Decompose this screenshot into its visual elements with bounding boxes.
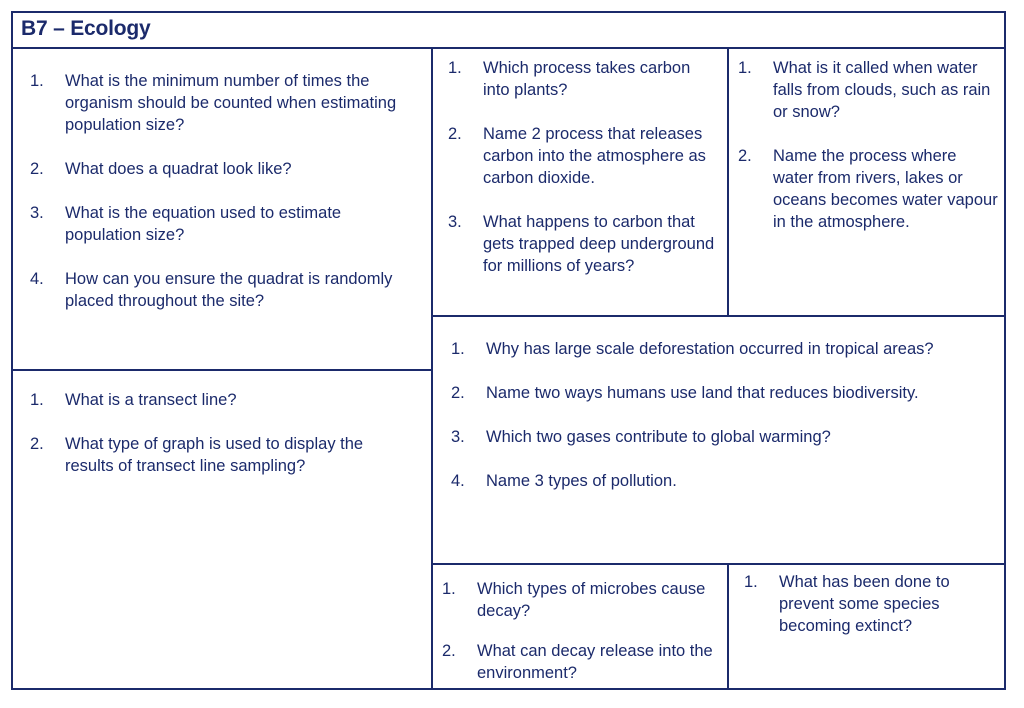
question-number: 1.	[30, 391, 44, 409]
question-number: 1.	[448, 59, 462, 77]
question-item	[451, 382, 996, 404]
water-section	[738, 57, 1000, 233]
biodiversity-question-list	[451, 338, 996, 492]
question-text: Name 2 process that releases carbon into the atmosphere as carbon dioxide.	[483, 125, 706, 187]
question-item	[451, 426, 996, 448]
upper-right-bottom-divider	[431, 315, 1006, 317]
question-item	[744, 571, 994, 637]
question-number: 2.	[442, 642, 456, 660]
question-item	[30, 433, 415, 477]
question-item	[442, 640, 722, 684]
question-number: 2.	[448, 125, 462, 143]
extinction-section	[744, 571, 994, 637]
question-text: Name the process where water from rivers, lakes or oceans becomes water vapour in the atmosphere.	[773, 147, 998, 231]
question-number: 3.	[451, 428, 465, 446]
question-text: Which process takes carbon into plants?	[483, 59, 691, 99]
lower-right-divider	[727, 563, 729, 690]
question-text: What has been done to prevent some species becoming extinct?	[779, 573, 950, 635]
question-number: 1.	[451, 340, 465, 358]
question-number: 2.	[451, 384, 465, 402]
question-item	[738, 145, 1000, 233]
question-item	[448, 57, 718, 101]
title-divider	[11, 47, 1006, 49]
carbon-section	[448, 57, 718, 277]
water-question-list	[738, 57, 1000, 233]
question-item	[30, 202, 415, 246]
question-text: Which types of microbes cause decay?	[477, 580, 706, 620]
biodiversity-section	[451, 338, 996, 492]
left-divider	[11, 369, 432, 371]
question-number: 2.	[30, 435, 44, 453]
transect-question-list	[30, 389, 415, 477]
question-text: Name 3 types of pollution.	[486, 472, 677, 490]
question-number: 4.	[451, 472, 465, 490]
question-text: What is the equation used to estimate population size?	[65, 204, 342, 244]
question-item	[451, 470, 996, 492]
question-item	[451, 338, 996, 360]
question-text: What is it called when water falls from clouds, such as rain or snow?	[773, 59, 991, 121]
question-number: 2.	[30, 160, 44, 178]
question-text: What does a quadrat look like?	[65, 160, 292, 178]
question-number: 3.	[30, 204, 44, 222]
question-item	[30, 389, 415, 411]
question-item	[448, 123, 718, 189]
question-text: What is the minimum number of times the organism should be counted when estimating population size?	[65, 72, 397, 134]
question-number: 1.	[744, 573, 758, 591]
question-number: 4.	[30, 270, 44, 288]
sampling-section	[30, 70, 415, 312]
question-text: Name two ways humans use land that reduces biodiversity.	[486, 384, 919, 402]
sampling-question-list	[30, 70, 415, 312]
decay-question-list	[442, 578, 722, 684]
carbon-question-list	[448, 57, 718, 277]
question-text: Why has large scale deforestation occurred in tropical areas?	[486, 340, 934, 358]
lower-right-top-divider	[431, 563, 1006, 565]
upper-right-divider	[727, 47, 729, 316]
question-text: What can decay release into the environment?	[477, 642, 713, 682]
question-text: What is a transect line?	[65, 391, 237, 409]
question-number: 1.	[738, 59, 752, 77]
question-text: Which two gases contribute to global warming?	[486, 428, 831, 446]
question-number: 1.	[30, 72, 44, 90]
question-number: 3.	[448, 213, 462, 231]
question-number: 2.	[738, 147, 752, 165]
question-number: 1.	[442, 580, 456, 598]
decay-section	[442, 578, 722, 684]
question-item	[442, 578, 722, 622]
question-text: What type of graph is used to display the results of transect line sampling?	[65, 435, 364, 475]
extinction-question-list	[744, 571, 994, 637]
question-item	[738, 57, 1000, 123]
page-title: B7 – Ecology	[21, 17, 151, 40]
transect-section	[30, 389, 415, 477]
question-item	[448, 211, 718, 277]
question-item	[30, 70, 415, 136]
question-text: What happens to carbon that gets trapped deep underground for millions of years?	[483, 213, 715, 275]
question-text: How can you ensure the quadrat is randomly placed throughout the site?	[65, 270, 393, 310]
question-item	[30, 268, 415, 312]
question-item	[30, 158, 415, 180]
